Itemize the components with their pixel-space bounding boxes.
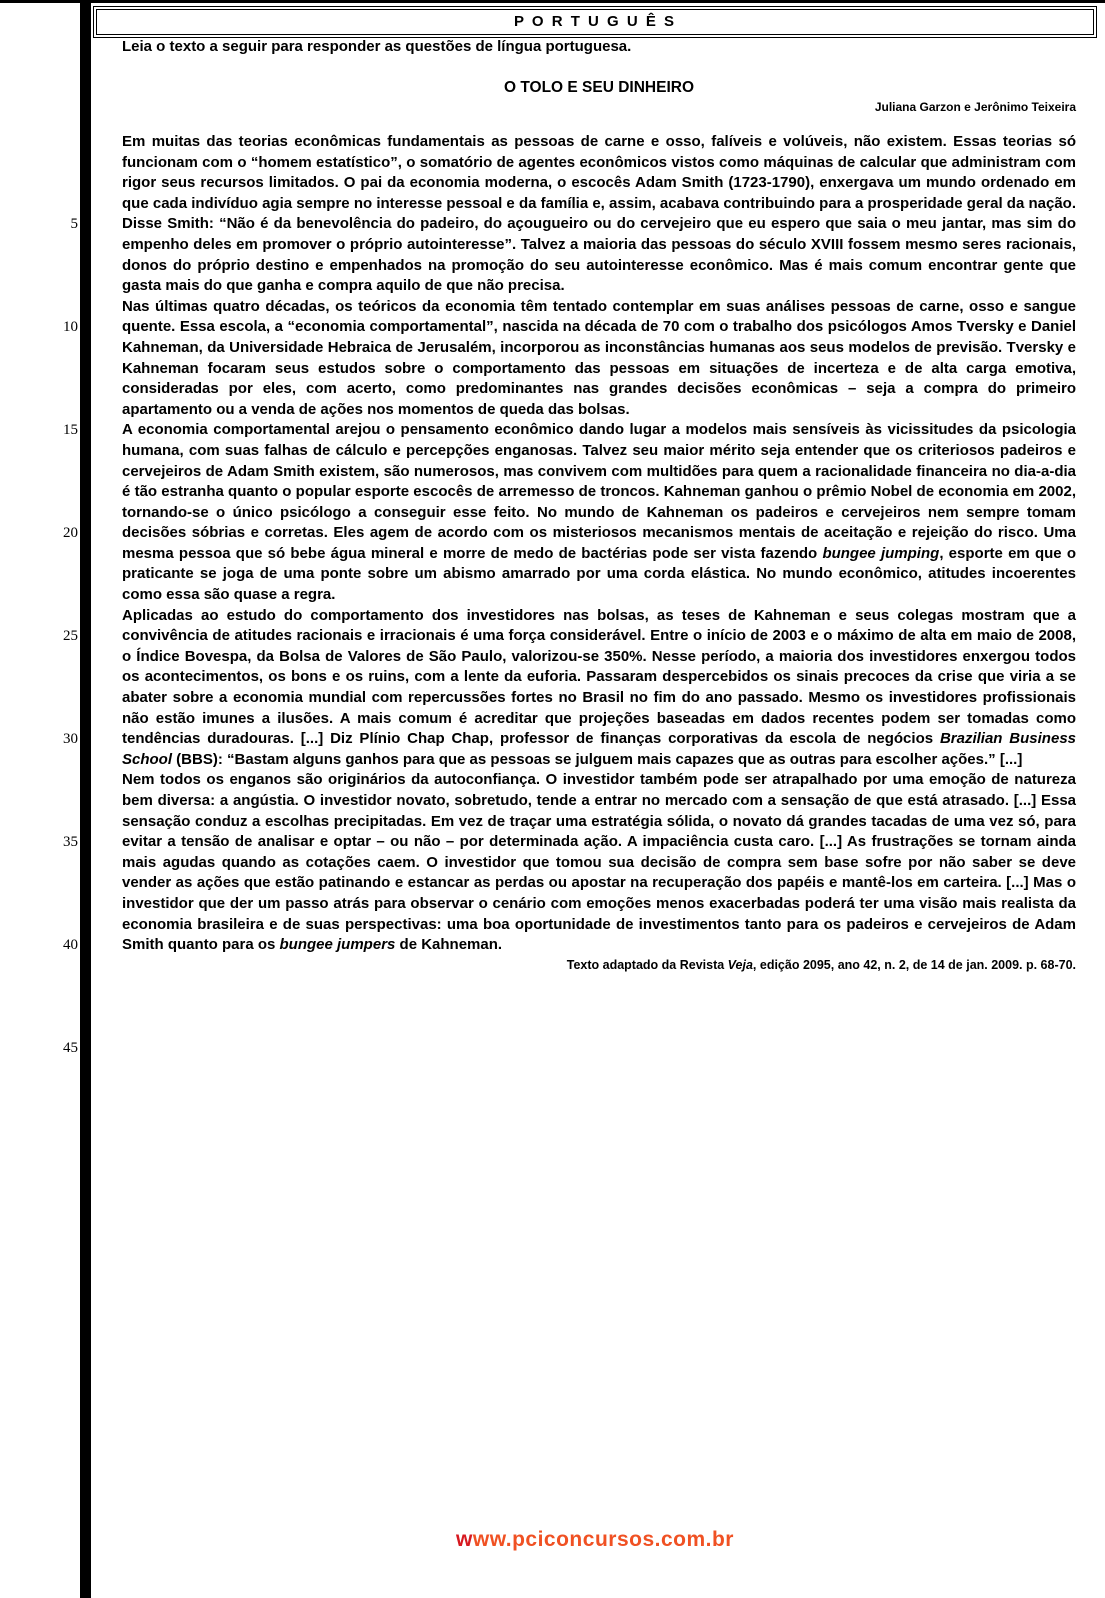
text-run: A economia comportamental arejou o pensamento econômico dando lugar a modelos mais sensíveis às vicissitudes da psicologia humana, com suas falhas de cálculo e percepções enganosas. Talvez seu maior mérito seja entender que os criteriosos padeiros e cervejeiros de Adam Smith existem, são numerosos, mas convivem com multidões para quem a racionalidade financeira no dia-a-dia é tão estranha quanto o popular esporte escocês de arremesso de troncos. Kahneman ganhou o prêmio Nobel de economia em 2002, tornando-se o único psicólogo a conseguir esse feito. No mundo de Kahneman os padeiros e cervejeiros nem sempre tomam decisões sóbrias e corretas. Eles agem de acordo com os misteriosos mecanismos mentais de aceitação e rejeição do risco. Uma mesma pessoa que só bebe água mineral e morre de medo de bactérias pode ser vista fazendo [122,421,1076,562]
subject-header-box [93,6,1097,38]
left-border-bar [80,0,91,1598]
text-run: , esporte em que o praticante se joga de uma ponte sobre um abismo amarrado por uma corda elástica. No mundo econômico, atitudes incoerentes como essa são quase a regra. [122,544,1077,604]
text-run: , edição 2095, ano 42, n. 2, de 14 de jan. 2009. p. 68-70. [752,957,1076,972]
line-number: 30 [63,731,78,748]
text-paragraph [122,420,1076,605]
text-run: de Kahneman. [395,936,503,954]
italic-text-run: bungee jumpers [279,936,396,954]
site-footer [93,1528,1097,1552]
instruction-text: Leia o texto a seguir para responder as questões de língua portuguesa. [122,38,632,55]
line-number: 20 [63,525,78,542]
text-paragraph [122,132,1076,297]
text-run: Nem todos os enganos são originários da autoconfiança. O investidor também pode ser atrapalhado por uma emoção de natureza bem diversa: a angústia. O investidor novato, sobretudo, tende a entrar no mercado com a sensação de que está atrasado. [...] Essa sensação conduz a escolhas precipitadas. Em vez de traçar uma estratégia sólida, o novato dá grandes tacadas de uma vez só, para evitar a tensão de analisar e optar – ou não – por determinada ação. A impaciência custa caro. [...] As frustrações se tornam ainda mais agudas quando as cotações caem. O investidor que tomou sua decisão de compra sem base sofre por não saber se deve vender as ações que estão patinando e estancar as perdas ou apostar na recuperação dos papéis e mantê-los em carteira. [...] Mas o investidor que der um passo atrás para observar o cenário com emoções menos exacerbadas poderá ter uma visão mais realista da economia brasileira e de suas perspectivas: uma boa oportunidade de investimentos tanto para os padeiros e cervejeiros de Adam Smith quanto para os [122,771,1076,954]
byline: Juliana Garzon e Jerônimo Teixeira [874,100,1076,114]
line-number: 10 [63,319,78,336]
italic-text-run: Brazilian Business School [122,730,1077,768]
line-number: 15 [63,422,78,439]
text-paragraph [122,606,1076,771]
site-url-link[interactable] [456,1528,734,1551]
text-run: Aplicadas ao estudo do comportamento dos investidores nas bolsas, as teses de Kahneman e seus colegas mostram que a convivência de atitudes racionais e irracionais é uma força considerável. Entre o início de 2003 e o máximo de alta em maio de 2008, o Índice Bovespa, da Bolsa de Valores de São Paulo, valorizou-se 350%. Nesse período, a maioria dos investidores enxergou todos os acontecimentos, os bons e os ruins, com a lente da euforia. Passaram despercebidos os sinais precoces da crise que viria a se abater sobre a economia mundial com repercussões fortes no Brasil no fim do ano passado. Mesmo os investidores profissionais não estão imunes a ilusões. A mais comum é acreditar que projeções baseadas em dados recentes podem ser tomadas como tendências duradouras. [...] Diz Plínio Chap Chap, professor de finanças corporativas da escola de negócios [122,606,1076,748]
site-url-rest: ww.pciconcursos.com.br [472,1528,734,1551]
text-paragraph [122,297,1076,421]
text-body [122,132,1076,956]
italic-text-run: bungee jumping [822,544,940,562]
line-number: 35 [63,834,78,851]
line-number: 45 [63,1040,78,1057]
text-run: Em muitas das teorias econômicas fundamentais as pessoas de carne e osso, falíveis e volúveis, não existem. Essas teorias só funcionam com o “homem estatístico”, o somatório de agentes econômicos vistos como máquinas de calcular que administram com rigor seus recursos limitados. O pai da economia moderna, o escocês Adam Smith (1723-1790), enxergava um mundo ordenado em que cada indivíduo agia sempre no interesse pessoal e da família e, assim, acabava contribuindo para a prosperidade geral da nação. Disse Smith: “Não é da benevolência do padeiro, do açougueiro ou do cervejeiro que eu espero que saia o meu jantar, mas sim do empenho deles em promover o próprio autointeresse”. Talvez a maioria das pessoas do século XVIII fossem mesmo seres racionais, donos do próprio destino e empenhados na promoção do seu autointeresse econômico. Mas é mais comum encontrar gente que gasta mais do que ganha e compra aquilo de que não precisa. [122,133,1076,295]
source-citation [122,958,1076,972]
text-content-area [122,38,1076,972]
line-number: 40 [63,937,78,954]
text-paragraph [122,770,1076,955]
italic-text-run: Veja [727,957,753,972]
text-run: (BBS): “Bastam alguns ganhos para que as pessoas se julguem mais capazes que as outras para escolher ações.” [...] [172,750,1023,768]
site-url-w: w [456,1528,473,1551]
line-number: 5 [70,216,78,233]
line-number: 25 [63,628,78,645]
text-run: Nas últimas quatro décadas, os teóricos da economia têm tentado contemplar em suas análises pessoas de carne, osso e sangue quente. Essa escola, a “economia comportamental”, nascida na década de 70 com o trabalho dos psicólogos Amos Tversky e Daniel Kahneman, da Universidade Hebraica de Jerusalém, incorporou as inconstâncias humanas aos seus modelos de previsão. Tversky e Kahneman focaram seus estudos sobre o comportamento das pessoas em situações de incerteza e de alta carga emotiva, consideradas por eles, com acerto, como predominantes nas grandes decisões econômicas – seja a compra do primeiro apartamento ou a venda de ações nos momentos de queda das bolsas. [122,297,1076,418]
top-border-line [0,0,1105,3]
text-run: Texto adaptado da Revista [566,957,728,972]
subject-title: P O R T U G U Ê S [96,9,1094,35]
text-title: O TOLO E SEU DINHEIRO [503,79,695,96]
